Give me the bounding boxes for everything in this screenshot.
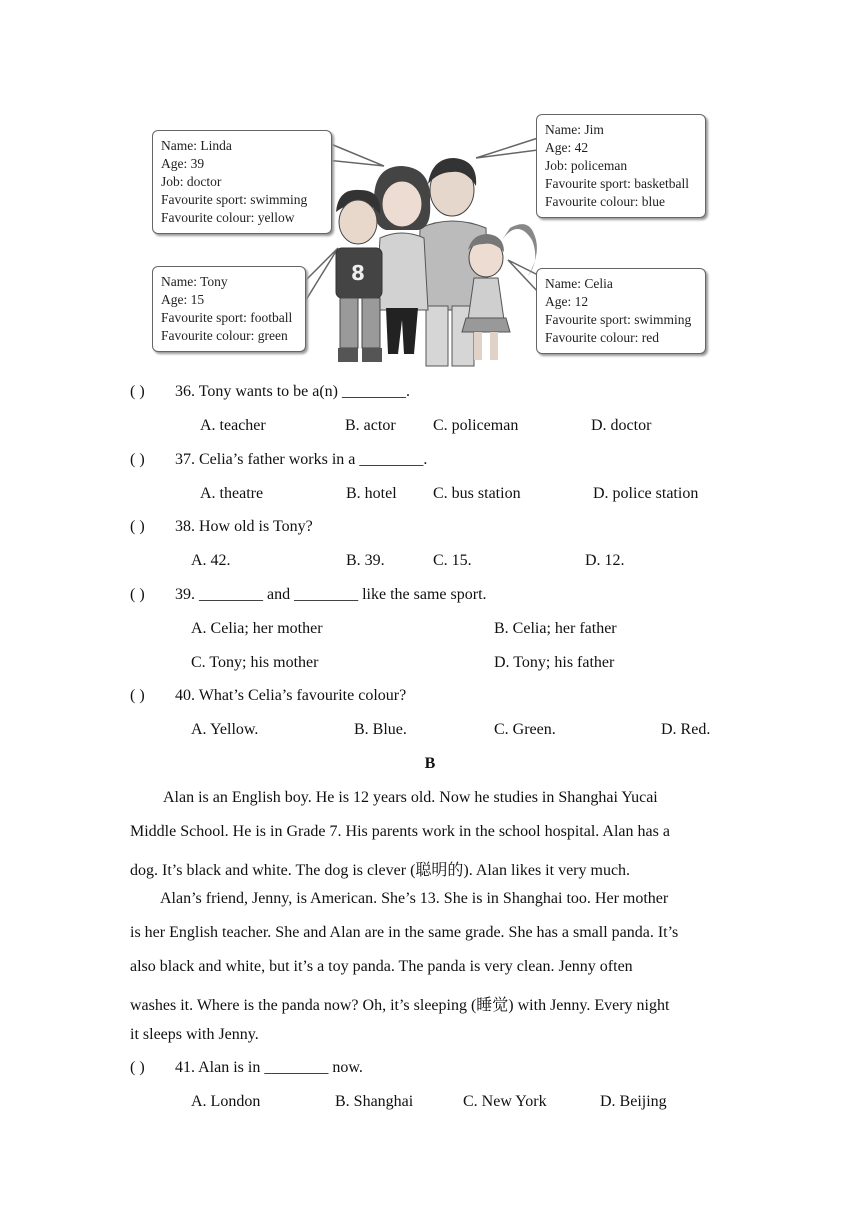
question-38-bracket: ( ) bbox=[130, 518, 145, 535]
option-a: A. theatre bbox=[200, 485, 264, 502]
passage-line: is her English teacher. She and Alan are in the same grade. She has a small panda. It’s bbox=[130, 924, 679, 941]
linda-line: Favourite colour: yellow bbox=[161, 210, 295, 225]
question-37-bracket: ( ) bbox=[130, 451, 145, 468]
option-c: C. Green. bbox=[494, 721, 556, 738]
tony-line: Age: 15 bbox=[161, 292, 205, 307]
tony-info-box bbox=[152, 266, 306, 352]
tony-line: Favourite sport: football bbox=[161, 310, 293, 325]
section-b-heading: B bbox=[424, 755, 436, 772]
passage-line: dog. It’s black and white. The dog is clever (聪明的). Alan likes it very much. bbox=[130, 862, 631, 879]
option-a: A. teacher bbox=[200, 417, 266, 434]
celia-info-box bbox=[536, 268, 706, 354]
linda-line: Name: Linda bbox=[161, 138, 232, 153]
passage-line: it sleeps with Jenny. bbox=[130, 1026, 259, 1043]
passage-line: Alan’s friend, Jenny, is American. She’s 13. She is in Shanghai too. Her mother bbox=[160, 890, 669, 907]
question-37-stem: 37. Celia’s father works in a ________. bbox=[175, 451, 428, 468]
linda-info-box bbox=[152, 130, 332, 234]
option-d: D. Beijing bbox=[600, 1093, 667, 1110]
option-c: C. 15. bbox=[433, 552, 472, 569]
question-36-bracket: ( ) bbox=[130, 383, 145, 400]
celia-line: Name: Celia bbox=[545, 276, 613, 291]
linda-line: Job: doctor bbox=[161, 174, 222, 189]
family-illustration bbox=[148, 110, 710, 368]
option-d: D. 12. bbox=[585, 552, 625, 569]
linda-line: Favourite sport: swimming bbox=[161, 192, 308, 207]
jim-line: Favourite colour: blue bbox=[545, 194, 665, 209]
option-b: B. hotel bbox=[346, 485, 397, 502]
question-39-stem: 39. ________ and ________ like the same sport. bbox=[175, 586, 487, 603]
question-41-bracket: ( ) bbox=[130, 1059, 145, 1076]
question-36-stem: 36. Tony wants to be a(n) ________. bbox=[175, 383, 410, 400]
tony-line: Name: Tony bbox=[161, 274, 228, 289]
passage-line: Alan is an English boy. He is 12 years old. Now he studies in Shanghai Yucai bbox=[163, 789, 658, 806]
option-b: B. Shanghai bbox=[335, 1093, 414, 1110]
option-b: B. 39. bbox=[346, 552, 385, 569]
celia-line: Age: 12 bbox=[545, 294, 589, 309]
option-b: B. actor bbox=[345, 417, 396, 434]
question-40-bracket: ( ) bbox=[130, 687, 145, 704]
jim-line: Job: policeman bbox=[545, 158, 628, 173]
passage-line: Middle School. He is in Grade 7. His parents work in the school hospital. Alan has a bbox=[130, 823, 670, 840]
option-d: D. police station bbox=[593, 485, 699, 502]
option-d: D. Tony; his father bbox=[494, 654, 615, 671]
celia-line: Favourite sport: swimming bbox=[545, 312, 692, 327]
passage-line: also black and white, but it’s a toy panda. The panda is very clean. Jenny often bbox=[130, 958, 633, 975]
passage-line: washes it. Where is the panda now? Oh, it’s sleeping (睡觉) with Jenny. Every night bbox=[130, 997, 670, 1014]
jim-line: Favourite sport: basketball bbox=[545, 176, 689, 191]
option-d: D. doctor bbox=[591, 417, 652, 434]
jim-line: Name: Jim bbox=[545, 122, 604, 137]
son-figure bbox=[336, 190, 382, 362]
option-c: C. policeman bbox=[433, 417, 519, 434]
tony-line: Favourite colour: green bbox=[161, 328, 288, 343]
option-b: B. Blue. bbox=[354, 721, 407, 738]
option-d: D. Red. bbox=[661, 721, 711, 738]
jim-line: Age: 42 bbox=[545, 140, 589, 155]
option-a: A. Yellow. bbox=[191, 721, 259, 738]
celia-line: Favourite colour: red bbox=[545, 330, 659, 345]
option-c: C. bus station bbox=[433, 485, 521, 502]
option-a: A. London bbox=[191, 1093, 261, 1110]
option-b: B. Celia; her father bbox=[494, 620, 617, 637]
option-c: C. Tony; his mother bbox=[191, 654, 319, 671]
option-c: C. New York bbox=[463, 1093, 547, 1110]
linda-line: Age: 39 bbox=[161, 156, 205, 171]
question-39-bracket: ( ) bbox=[130, 586, 145, 603]
jim-info-box bbox=[536, 114, 706, 218]
question-41-stem: 41. Alan is in ________ now. bbox=[175, 1059, 363, 1076]
option-a: A. Celia; her mother bbox=[191, 620, 323, 637]
shirt-number: 8 bbox=[351, 261, 365, 285]
question-40-stem: 40. What’s Celia’s favourite colour? bbox=[175, 687, 407, 704]
option-a: A. 42. bbox=[191, 552, 231, 569]
question-38-stem: 38. How old is Tony? bbox=[175, 518, 313, 535]
